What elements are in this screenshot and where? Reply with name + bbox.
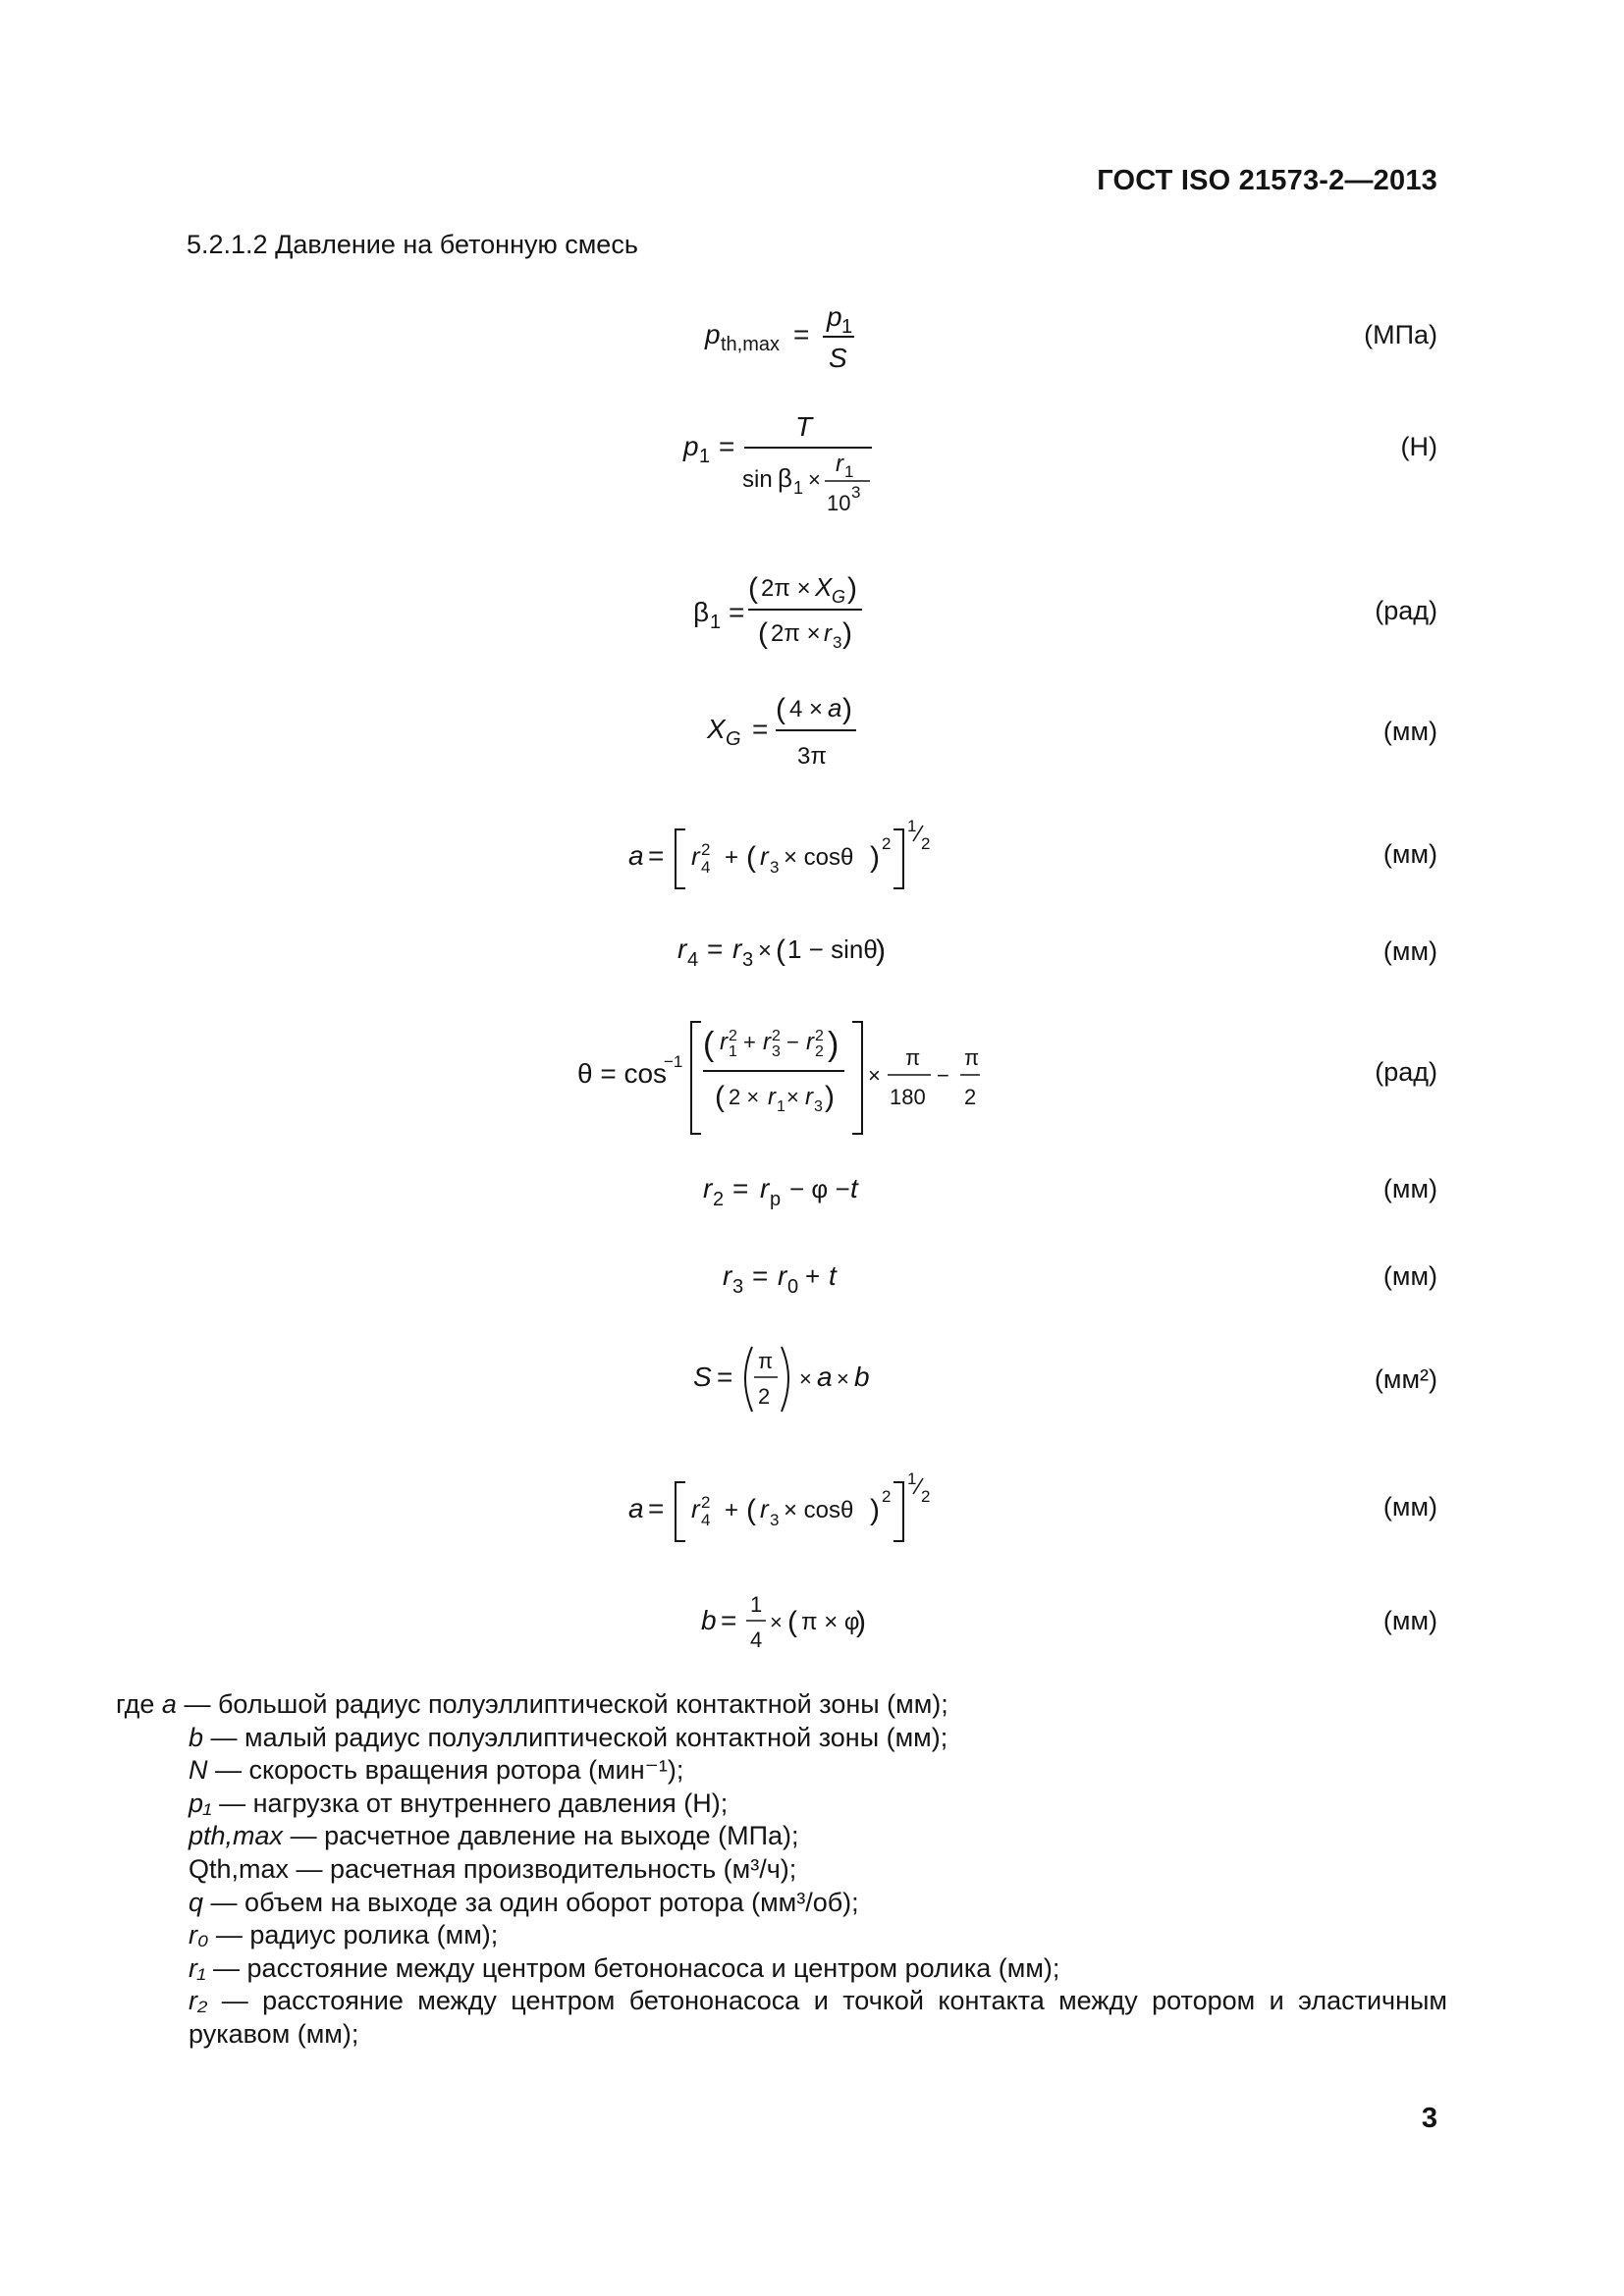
svg-text:=: = <box>793 319 810 349</box>
svg-text:=: = <box>729 597 745 627</box>
svg-text:2: 2 <box>882 1487 892 1506</box>
svg-text:a: a <box>628 840 644 871</box>
svg-text:1: 1 <box>844 462 854 481</box>
svg-text:(: ( <box>746 841 756 874</box>
svg-text:r: r <box>703 1173 713 1203</box>
svg-text:r: r <box>691 841 700 871</box>
svg-text:0: 0 <box>787 1276 799 1298</box>
svg-text:2: 2 <box>921 834 931 853</box>
svg-text:(: ( <box>758 617 768 650</box>
definition-item <box>116 1919 1447 1952</box>
svg-text:×: × <box>770 1610 783 1634</box>
definition-symbol: r₂ <box>189 1986 208 2016</box>
formula-unit: (мм) <box>1382 936 1437 966</box>
definitions-list <box>116 1688 1447 2052</box>
svg-text:−: − <box>937 1063 949 1088</box>
svg-text:− φ −: − φ − <box>789 1174 850 1203</box>
section-title: 5.2.1.2 Давление на бетонную смесь <box>187 230 638 259</box>
definition-text: — скорость вращения ротора (мин⁻¹); <box>215 1755 684 1786</box>
svg-text:×: × <box>808 467 821 492</box>
svg-text:2: 2 <box>815 1028 824 1044</box>
definition-item <box>116 1820 1447 1853</box>
svg-text:th,max: th,max <box>721 334 781 355</box>
svg-text:r: r <box>806 1029 814 1055</box>
svg-text:+: + <box>725 844 739 871</box>
definition-text: — расчетное давление на выходе (МПа); <box>290 1821 799 1851</box>
svg-text:π: π <box>758 1349 774 1373</box>
svg-text:4: 4 <box>701 1511 711 1529</box>
formula-r4 <box>0 923 1624 1011</box>
svg-text:t: t <box>829 1260 837 1291</box>
svg-text:r: r <box>720 1029 728 1055</box>
svg-text:t: t <box>850 1173 858 1203</box>
definition-text: — радиус ролика (мм); <box>215 1920 499 1950</box>
formula-unit: (мм²) <box>1374 1364 1437 1394</box>
svg-text:2: 2 <box>815 1043 824 1060</box>
svg-text:(: ( <box>787 1606 797 1638</box>
svg-text:2: 2 <box>713 1189 725 1210</box>
svg-text:(: ( <box>748 572 758 605</box>
svg-text:r: r <box>778 1260 787 1291</box>
svg-text:1: 1 <box>710 612 722 633</box>
svg-text:3: 3 <box>770 1511 780 1529</box>
formula-unit: (мм) <box>1382 1261 1437 1291</box>
svg-text:r: r <box>760 1173 770 1203</box>
svg-text:G: G <box>726 728 741 750</box>
definition-item <box>116 1722 1447 1755</box>
formula-a-first <box>0 810 1624 898</box>
definition-symbol: Qth,max <box>189 1853 290 1884</box>
svg-text:×: × <box>786 1085 799 1109</box>
svg-text:2: 2 <box>772 1028 781 1044</box>
svg-text:): ) <box>825 1081 835 1113</box>
svg-text:(: ( <box>746 1494 756 1526</box>
svg-text:4 ×: 4 × <box>789 696 824 722</box>
svg-text:): ) <box>870 841 880 874</box>
svg-text:3: 3 <box>814 1098 823 1115</box>
definition-item <box>116 1985 1447 2051</box>
definition-text: — расстояние между центром бетононасоса и центром ролика (мм); <box>213 1952 1060 1983</box>
svg-text:+: + <box>725 1497 739 1523</box>
formula-unit: (мм) <box>1382 1606 1437 1635</box>
svg-text:=: = <box>719 431 735 461</box>
svg-text:× cosθ: × cosθ <box>784 1497 854 1523</box>
svg-text:): ) <box>856 1606 866 1638</box>
definition-symbol: N <box>189 1755 208 1786</box>
svg-text:−: − <box>786 1030 799 1054</box>
svg-text:r: r <box>732 934 742 964</box>
definition-symbol: b <box>189 1722 204 1752</box>
definition-text: — малый радиус полуэллиптической контактной зоны (мм); <box>210 1722 948 1752</box>
document-code-header: ГОСТ ISO 21573-2—2013 <box>1097 165 1437 196</box>
svg-text:a: a <box>628 1493 644 1523</box>
definition-item: где a — большой радиус полуэллиптической контактной зоны (мм); <box>116 1689 948 1719</box>
definition-symbol: a <box>161 1689 177 1719</box>
svg-text:× cosθ: × cosθ <box>784 844 854 871</box>
formula-unit: (мм) <box>1382 1492 1437 1522</box>
svg-text:3: 3 <box>732 1276 744 1298</box>
definition-symbol: q <box>189 1887 204 1917</box>
svg-text:): ) <box>876 934 886 967</box>
definition-text: — объем на выходе за один оборот ротора (мм³/об); <box>210 1887 859 1917</box>
svg-text:2 ×: 2 × <box>729 1085 760 1109</box>
svg-text:1: 1 <box>699 446 711 467</box>
svg-text:=: = <box>752 1260 769 1291</box>
formula-p-th-max <box>0 294 1624 383</box>
svg-text:r: r <box>760 841 769 871</box>
definition-text: — расчетная производительность (м³/ч); <box>296 1853 797 1884</box>
svg-text:1: 1 <box>907 1469 917 1488</box>
svg-text:r: r <box>691 1494 700 1523</box>
definition-text: — большой радиус полуэллиптической контактной зоны (мм); <box>184 1689 948 1719</box>
formula-p1 <box>0 402 1624 515</box>
formula-unit: (Н) <box>1400 432 1437 461</box>
svg-text:=: = <box>721 1605 737 1635</box>
svg-text:r: r <box>760 1494 769 1523</box>
svg-text:2: 2 <box>729 1028 737 1044</box>
svg-text:X: X <box>707 714 726 744</box>
svg-text:3: 3 <box>851 483 861 502</box>
svg-text:4: 4 <box>750 1628 763 1652</box>
svg-text:r: r <box>723 1260 732 1291</box>
formula-r3 <box>0 1255 1624 1344</box>
svg-text:10: 10 <box>827 491 851 515</box>
svg-text:a: a <box>828 693 842 722</box>
svg-text:b: b <box>701 1605 717 1635</box>
formula-b <box>0 1580 1624 1669</box>
formula-S <box>0 1335 1624 1423</box>
svg-text:r: r <box>805 1084 813 1110</box>
svg-text:): ) <box>847 572 857 605</box>
definition-symbol: r₀ <box>189 1920 209 1950</box>
svg-text:−1: −1 <box>664 1052 683 1071</box>
svg-text:p: p <box>770 1189 782 1210</box>
svg-text:π: π <box>905 1045 921 1070</box>
svg-text:): ) <box>842 693 852 725</box>
svg-text:r: r <box>763 1029 771 1055</box>
svg-text:(: ( <box>776 693 785 725</box>
definition-item <box>116 1887 1447 1920</box>
svg-text:π: π <box>964 1045 980 1070</box>
svg-text:π × φ: π × φ <box>801 1609 860 1635</box>
svg-text:G: G <box>832 587 846 607</box>
definition-item <box>116 1853 1447 1887</box>
svg-text:×: × <box>837 1366 849 1391</box>
definition-text: — нагрузка от внутреннего давления (Н); <box>219 1788 729 1818</box>
svg-text:1: 1 <box>729 1043 737 1060</box>
svg-text:=: = <box>717 1362 733 1392</box>
svg-text:sin: sin <box>742 466 773 493</box>
svg-text:2: 2 <box>964 1085 977 1109</box>
svg-text:2π ×: 2π × <box>761 575 811 602</box>
definition-item <box>116 1788 1447 1821</box>
svg-text:): ) <box>870 1494 880 1526</box>
svg-text:3: 3 <box>742 949 754 971</box>
svg-text:p: p <box>683 431 699 461</box>
svg-text:T: T <box>795 411 813 442</box>
svg-text:a: a <box>817 1362 833 1392</box>
svg-text:×: × <box>799 1366 812 1391</box>
svg-text:=: = <box>648 1493 665 1523</box>
svg-text:r: r <box>677 934 687 964</box>
svg-text:=: = <box>752 714 769 744</box>
svg-text:1: 1 <box>750 1592 763 1617</box>
svg-text:r: r <box>836 451 843 477</box>
svg-text:p: p <box>705 319 721 349</box>
svg-text:3π: 3π <box>797 743 827 770</box>
formula-unit: (рад) <box>1375 1057 1437 1087</box>
svg-text:r: r <box>824 620 832 647</box>
svg-text:2π ×: 2π × <box>771 620 821 647</box>
svg-text:3: 3 <box>833 633 842 652</box>
definition-symbol: r₁ <box>189 1952 206 1983</box>
svg-text:2: 2 <box>701 1493 711 1512</box>
svg-text:(: ( <box>776 934 785 967</box>
formula-unit: (мм) <box>1382 717 1437 746</box>
formula-beta1 <box>0 564 1624 653</box>
svg-text:2: 2 <box>921 1487 931 1506</box>
svg-text:(: ( <box>715 1081 725 1113</box>
svg-text:r: r <box>768 1084 776 1110</box>
formula-r2 <box>0 1168 1624 1256</box>
svg-text:1: 1 <box>793 478 804 498</box>
formula-a-second <box>0 1463 1624 1551</box>
svg-text:3: 3 <box>772 1043 781 1060</box>
svg-text:+: + <box>743 1030 756 1054</box>
svg-text:2: 2 <box>701 840 711 859</box>
formula-unit: (рад) <box>1375 596 1437 625</box>
svg-text:1: 1 <box>907 817 917 835</box>
svg-text:4: 4 <box>687 949 699 971</box>
svg-text:=: = <box>732 1173 749 1203</box>
definition-item <box>116 1754 1447 1788</box>
definition-symbol: pth,max <box>189 1821 284 1851</box>
svg-text:): ) <box>828 1026 839 1063</box>
svg-text:(: ( <box>703 1026 715 1063</box>
svg-text:=: = <box>648 840 665 871</box>
svg-text:180: 180 <box>890 1085 926 1109</box>
formula-XG <box>0 687 1624 775</box>
svg-text:X: X <box>815 572 833 602</box>
formula-unit: (мм) <box>1382 839 1437 869</box>
svg-text:b: b <box>854 1362 870 1392</box>
svg-text:): ) <box>842 617 852 650</box>
formula-unit: (мм) <box>1382 1174 1437 1203</box>
definition-symbol: p₁ <box>189 1788 212 1818</box>
page-number: 3 <box>1421 2103 1437 2134</box>
svg-text:1 − sinθ: 1 − sinθ <box>787 934 878 964</box>
svg-text:×: × <box>868 1063 881 1088</box>
svg-text:β: β <box>778 463 792 493</box>
formula-theta <box>0 1016 1624 1115</box>
svg-text:1: 1 <box>777 1098 785 1115</box>
svg-text:S: S <box>693 1362 712 1392</box>
svg-text:2: 2 <box>882 834 892 853</box>
svg-text:3: 3 <box>770 858 780 877</box>
svg-text:S: S <box>829 343 847 373</box>
svg-text:=: = <box>707 934 724 964</box>
svg-text:4: 4 <box>701 858 711 877</box>
svg-text:p: p <box>827 301 842 332</box>
svg-text:β: β <box>693 597 710 627</box>
definition-text: — расстояние между центром бетононасоса и точкой контакта между ротором и эластичным рукавом (мм); <box>189 1986 1447 2049</box>
svg-text:1: 1 <box>841 316 853 338</box>
svg-text:+: + <box>805 1261 821 1291</box>
svg-text:×: × <box>758 937 773 964</box>
definition-item <box>116 1952 1447 1986</box>
svg-text:2: 2 <box>758 1384 771 1409</box>
svg-text:θ = cos: θ = cos <box>577 1058 668 1089</box>
formula-unit: (МПа) <box>1364 320 1437 349</box>
